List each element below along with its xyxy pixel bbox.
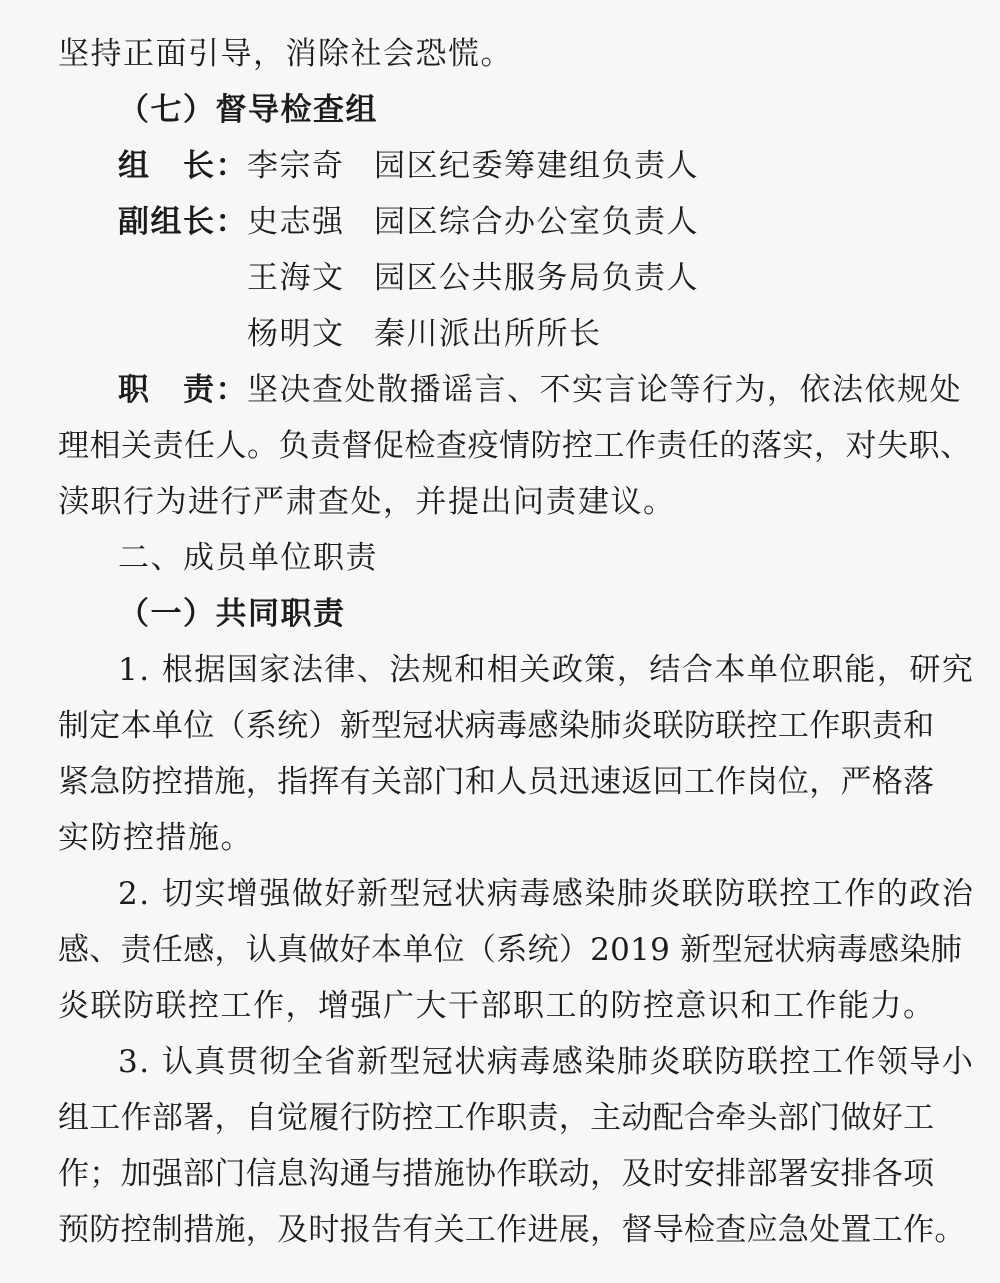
item-line: 组工作部署，自觉履行防控工作职责，主动配合牵头部门做好工 bbox=[58, 1100, 935, 1136]
deputy-name: 史志强 bbox=[247, 204, 345, 240]
leader-name: 李宗奇 bbox=[247, 148, 345, 184]
duty-text: 坚决查处散播谣言、不实言论等行为，依法依规处 bbox=[247, 372, 962, 408]
item-line: 制定本单位（系统）新型冠状病毒感染肺炎联防联控工作职责和 bbox=[58, 708, 935, 744]
deputy-label: 副组长： bbox=[118, 204, 248, 240]
item-line: 实防控措施。 bbox=[58, 820, 253, 856]
duty-label: 职 责： bbox=[118, 372, 248, 408]
deputy-name: 王海文 bbox=[247, 260, 345, 296]
section7-heading: （七）督导检查组 bbox=[118, 92, 378, 128]
intro-line: 坚持正面引导，消除社会恐慌。 bbox=[58, 36, 513, 72]
deputy-role: 秦川派出所所长 bbox=[374, 316, 602, 352]
duty-text: 理相关责任人。负责督促检查疫情防控工作责任的落实，对失职、 bbox=[58, 428, 972, 464]
item-line: 3. 认真贯彻全省新型冠状病毒感染肺炎联防联控工作领导小 bbox=[118, 1044, 975, 1080]
duty-text: 渎职行为进行严肃查处，并提出问责建议。 bbox=[58, 484, 676, 520]
leader-label: 组 长： bbox=[118, 148, 248, 184]
item-line: 作；加强部门信息沟通与措施协作联动，及时安排部署安排各项 bbox=[58, 1156, 935, 1192]
deputy-role: 园区公共服务局负责人 bbox=[374, 260, 699, 296]
item-line: 感、责任感，认真做好本单位（系统）2019 新型冠状病毒感染肺 bbox=[58, 932, 963, 968]
item-line: 1. 根据国家法律、法规和相关政策，结合本单位职能，研究 bbox=[118, 652, 975, 688]
part2-heading: 二、成员单位职责 bbox=[118, 540, 378, 576]
part2-subheading: （一）共同职责 bbox=[118, 596, 346, 632]
deputy-role: 园区综合办公室负责人 bbox=[374, 204, 699, 240]
leader-role: 园区纪委筹建组负责人 bbox=[374, 148, 699, 184]
item-line: 炎联防联控工作，增强广大干部职工的防控意识和工作能力。 bbox=[58, 988, 936, 1024]
item-line: 预防控制措施，及时报告有关工作进展，督导检查应急处置工作。 bbox=[58, 1212, 966, 1248]
deputy-name: 杨明文 bbox=[247, 316, 345, 352]
item-line: 2. 切实增强做好新型冠状病毒感染肺炎联防联控工作的政治 bbox=[118, 876, 975, 912]
item-line: 紧急防控措施，指挥有关部门和人员迅速返回工作岗位，严格落 bbox=[58, 764, 935, 800]
